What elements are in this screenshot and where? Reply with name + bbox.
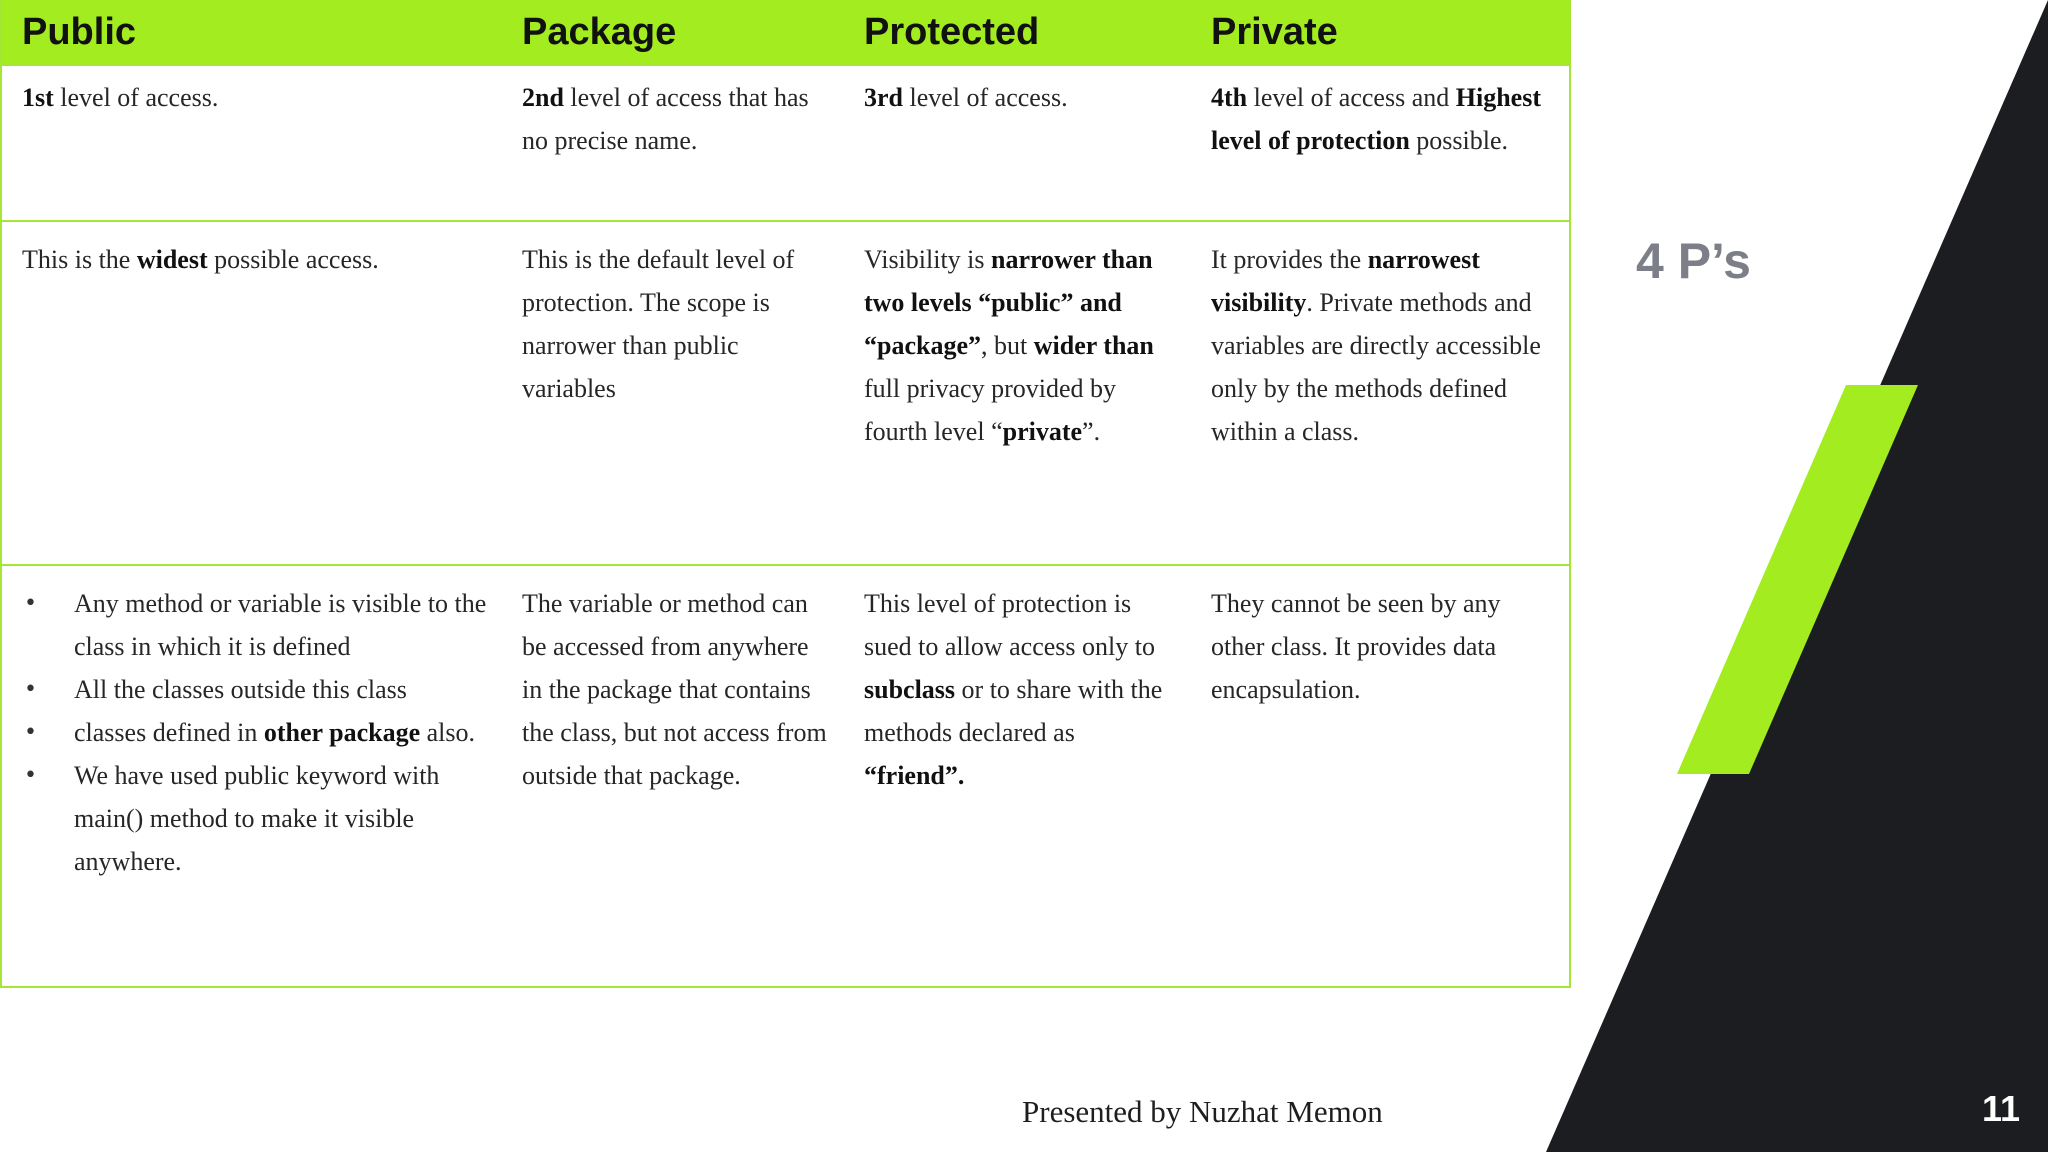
cell-protected-details: This level of protection is sued to allow access only to subclass or to share with the methods declared as “friend”.: [844, 565, 1191, 986]
presenter-footer: Presented by Nuzhat Memon: [1022, 1094, 1383, 1129]
cell-protected-level: 3rd level of access.: [844, 65, 1191, 221]
page-number: 11: [1982, 1088, 2021, 1129]
cell-private-level: 4th level of access and Highest level of protection possible.: [1191, 65, 1569, 221]
header-private: Private: [1191, 0, 1569, 65]
cell-public-details: [2, 565, 502, 986]
cell-private-scope: It provides the narrowest visibility. Private methods and variables are directly accessible only by the methods defined within a class.: [1191, 221, 1569, 565]
slide-title: 4 P’s: [1636, 233, 1751, 289]
header-package: Package: [502, 0, 844, 65]
cell-public-scope: This is the widest possible access.: [2, 221, 502, 565]
table-row: [2, 65, 1569, 221]
cell-package-scope: This is the default level of protection. The scope is narrower than public variables: [502, 221, 844, 565]
cell-protected-scope: Visibility is narrower than two levels “public” and “package”, but wider than full privacy provided by fourth level “private”.: [844, 221, 1191, 565]
public-bullet-list: [22, 582, 490, 883]
cell-private-details: They cannot be seen by any other class. It provides data encapsulation.: [1191, 565, 1569, 986]
header-protected: Protected: [844, 0, 1191, 65]
table-row: [2, 565, 1569, 986]
table-row: [2, 221, 1569, 565]
list-item: • Any method or variable is visible to the class in which it is defined: [22, 582, 490, 668]
cell-public-level: 1st level of access.: [2, 65, 502, 221]
header-public: Public: [2, 0, 502, 65]
list-item: • classes defined in other package also.: [22, 711, 490, 754]
cell-package-level: 2nd level of access that has no precise name.: [502, 65, 844, 221]
list-item: • We have used public keyword with main() method to make it visible anywhere.: [22, 754, 490, 883]
cell-package-details: The variable or method can be accessed from anywhere in the package that contains the class, but not access from outside that package.: [502, 565, 844, 986]
list-item: • All the classes outside this class: [22, 668, 490, 711]
table-header-row: [2, 0, 1569, 65]
